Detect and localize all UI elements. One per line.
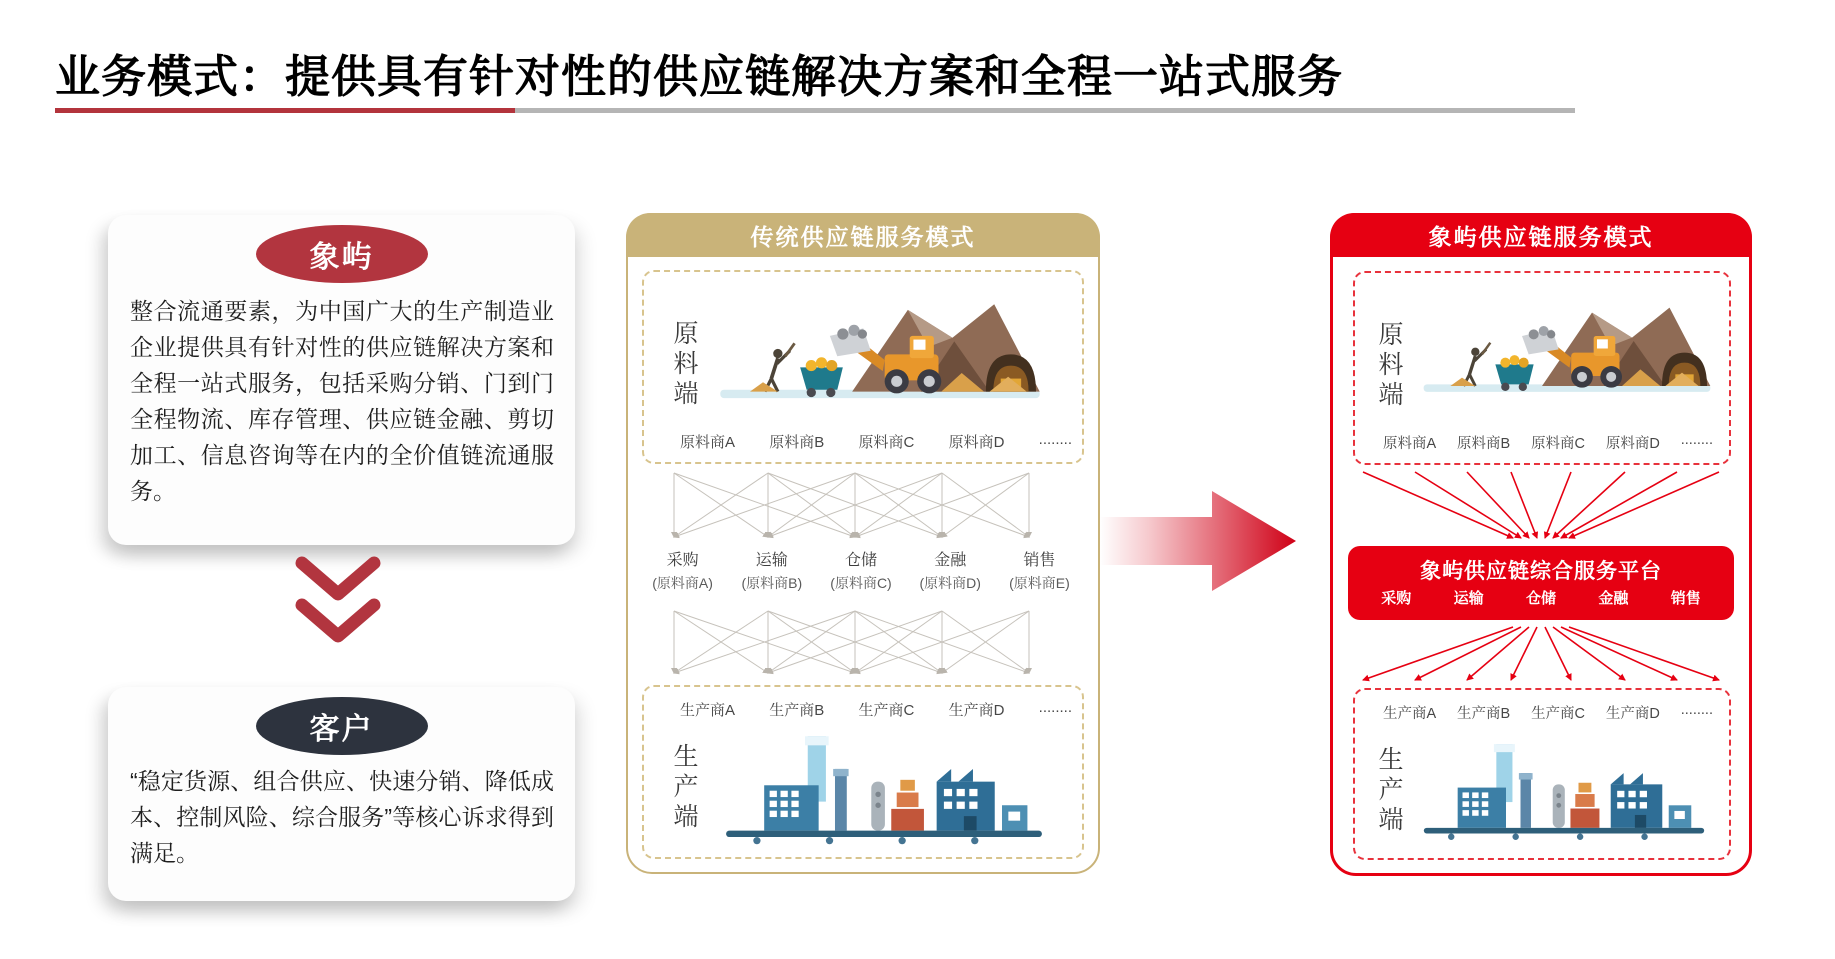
raw-supplier-label: 原料商C (858, 434, 915, 451)
service-provider: (原料商B) (741, 575, 803, 591)
xiangyu-description: 整合流通要素，为中国广大的生产制造业企业提供具有针对性的供应链解决方案和全程一站式服务，包括采购分销、门到门全程物流、库存管理、供应链金融、剪切加工、信息咨询等在内的全价值链流通服务。 (130, 298, 554, 504)
raw-material-section (642, 270, 1084, 464)
raw-supplier-label: 原料商A (1383, 436, 1437, 452)
producers-row (680, 699, 1072, 720)
crossing-network-bottom (638, 607, 1084, 681)
production-label: 生产端 (670, 743, 698, 833)
title-underline-red (55, 108, 515, 113)
platform-service: 销售 (1670, 590, 1701, 607)
raw-supplier-dots: ........ (1038, 431, 1072, 448)
xiangyu-pill: 象屿 (256, 225, 428, 283)
service-item (995, 547, 1084, 593)
production-section (642, 685, 1084, 859)
page-title: 业务模式：提供具有针对性的供应链解决方案和全程一站式服务 (55, 51, 1344, 102)
factory-illustration (1419, 734, 1709, 846)
platform-services-row (1348, 585, 1734, 608)
platform-banner (1348, 546, 1734, 620)
platform-service: 仓储 (1525, 590, 1556, 607)
producer-dots: ........ (1038, 699, 1072, 716)
producer-label: 生产商D (1605, 706, 1660, 722)
factory-illustration (714, 729, 1054, 847)
converging-arrows (1353, 468, 1729, 546)
producer-label: 生产商B (1457, 706, 1511, 722)
raw-material-label: 原料端 (670, 320, 698, 410)
raw-suppliers-row (1383, 432, 1713, 453)
service-item (906, 547, 995, 593)
raw-supplier-label: 原料商D (1605, 436, 1660, 452)
raw-supplier-label: 原料商D (948, 434, 1005, 451)
service-item (638, 547, 727, 593)
platform-title: 象屿供应链综合服务平台 (1420, 560, 1662, 583)
xiangyu-card (108, 215, 575, 545)
raw-supplier-label: 原料商B (769, 434, 825, 451)
production-section (1353, 688, 1731, 860)
service-provider: (原料商C) (830, 575, 892, 591)
customer-card (108, 687, 575, 901)
crossing-network-top (638, 469, 1084, 545)
xiangyu-panel-title: 象屿供应链服务模式 (1330, 213, 1752, 257)
title-underline-gray (515, 108, 1575, 113)
platform-service: 运输 (1453, 590, 1484, 607)
service-name: 金融 (934, 552, 967, 569)
producer-label: 生产商C (1531, 706, 1586, 722)
service-name: 采购 (666, 552, 699, 569)
mining-illustration (710, 282, 1050, 412)
raw-supplier-label: 原料商B (1457, 436, 1511, 452)
service-provider: (原料商A) (652, 575, 713, 591)
raw-supplier-label: 原料商C (1531, 436, 1586, 452)
raw-material-label: 原料端 (1375, 321, 1403, 411)
service-provider: (原料商E) (1009, 575, 1070, 591)
xiangyu-model-panel (1330, 213, 1752, 876)
service-provider: (原料商D) (919, 575, 981, 591)
traditional-model-panel (626, 213, 1100, 874)
raw-suppliers-row (680, 431, 1072, 452)
traditional-panel-title: 传统供应链服务模式 (626, 213, 1100, 257)
title-underline (55, 108, 1575, 113)
service-item (727, 547, 816, 593)
customer-pill: 客户 (256, 697, 428, 755)
producer-label: 生产商B (769, 702, 825, 719)
raw-supplier-label: 原料商A (680, 434, 736, 451)
services-row (638, 547, 1084, 593)
diverging-arrows (1353, 624, 1729, 688)
customer-description: “稳定货源、组合供应、快速分销、降低成本、控制风险、综合服务”等核心诉求得到满足。 (130, 768, 554, 866)
production-label: 生产端 (1375, 746, 1403, 836)
service-name: 销售 (1023, 552, 1056, 569)
platform-service: 采购 (1381, 590, 1412, 607)
producers-row (1383, 702, 1713, 723)
service-name: 仓储 (845, 552, 878, 569)
producer-dots: ........ (1680, 702, 1713, 718)
producer-label: 生产商C (858, 702, 915, 719)
mining-illustration (1417, 287, 1717, 405)
platform-service: 金融 (1598, 590, 1629, 607)
service-name: 运输 (755, 552, 788, 569)
producer-label: 生产商A (680, 702, 736, 719)
producer-label: 生产商D (948, 702, 1005, 719)
service-item (816, 547, 905, 593)
transform-arrow-icon (1100, 485, 1300, 597)
double-chevron-down-icon (293, 556, 383, 644)
producer-label: 生产商A (1383, 706, 1437, 722)
raw-supplier-dots: ........ (1680, 432, 1713, 448)
raw-material-section (1353, 271, 1731, 465)
